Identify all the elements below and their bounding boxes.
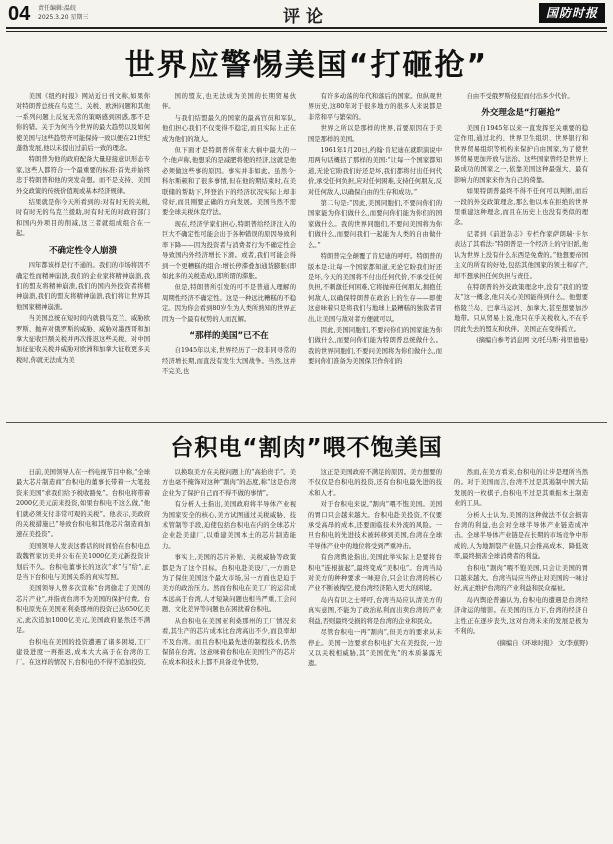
paragraph: 有许多动荡的年代和落后的国家。但纵观世界历史,这80年对于很多地方的很多人来说都是非常和平与繁荣的。 xyxy=(308,93,442,121)
byline: (摘编自《环球时报》 文/李蕉野) xyxy=(497,639,588,647)
paragraph: 岛内舆论普遍认为,台积电的遭遇是台湾经济命运的缩影。在美国的压力下,台湾的经济自主性正在逐步丧失,这对台湾未来的发展是极为不利的。 xyxy=(454,596,588,636)
paragraph: 美国领导人曾多次宣称“台湾偷走了美国的芯片产业”,并指责台湾不为美国的保护付费。台积电原先在美国亚利桑那州的投资已达650亿美元,此次追加1000亿美元,美国政府显然还不满足。 xyxy=(16,585,150,635)
paragraph: 事实上,美国的芯片补贴、关税威胁等政策都是为了这个目标。台积电赴美设厂,一方面是为了保住美国这个最大市场,另一方面也是迫于美方的政治压力。然而台积电在美工厂的运营成本远高于台湾,人才短缺问题也相当严重,工会问题、文化差异等问题也在困扰着台积电。 xyxy=(162,554,296,614)
paragraph: 在特朗普的外交政策理念中,没有“我们的盟友”这一概念,他只关心美国能得到什么。他想要格陵兰岛、巴拿马运河、加拿大,甚至想要加沙地带。只从贸易上说,他只在乎关税收入,不在乎因此失去的盟友和伙伴。美国正在变得孤立。 xyxy=(454,283,588,333)
paragraph: 自1945年以来,世界经历了一段非同寻常的经济增长期,而直没有发生大国战争。当然,这并不完美,也 xyxy=(162,347,296,376)
article2-body xyxy=(16,468,596,840)
paragraph: 记者到《前进杂志》专栏作家萨朗瑞·卡尔表达了其看法:“特朗普是一个经济上的守旧派,他认为世界上没有什么东西是免费的。”他想要帝国主义的所有的好处,包括其他国家的领土和矿产,却不想承担任何负担与责任。 xyxy=(454,230,588,280)
editor-line: 责任编辑:温皖 xyxy=(38,5,77,12)
paragraph: 岛内有识之士呼吁,台湾当局应认清美方的真实意图,不能为了政治私利而出卖台湾的产业利益,否则最终受损的将是台湾的企业和民众。 xyxy=(308,596,442,625)
paragraph: 但下面才是特朗普所带来大祸中最大的一个:他声称,他想采的是减肥将使的经济,这就是他必须做这些事的原因。事实并非如此。虽然今·科尔斯顿和了很多事情,但在他的期结束时,在美联储的帮助下,拜登治下的经济状况实际上却非常好,而且刚要正确的方向发展。美国当然不需要全球关税休克疗法。 xyxy=(162,147,296,217)
paragraph: 国的盟友,也无法成为美国的长期贸易伙伴。 xyxy=(162,93,296,111)
page-header xyxy=(0,0,613,30)
paragraph: 美国领导人发表这番话的时间恰在台积电总裁魏哲家访美并公布在美1000亿美元新投资计划后不久。台积电董事长的这次“求”与“给”,正是当下台积电与美国关系的真实写照。 xyxy=(16,542,150,582)
paragraph: 第二句是:“因此,美国同胞们,不要问你们的国家能为你们做什么,而要问你们能为你们的国家做什么。我的世界同胞们,不要问美国将为你们做什么,而要问我们一起能为人类的自由做什么。” xyxy=(308,200,442,249)
date-line: 2025.3.20 星期三 xyxy=(38,14,89,21)
paragraph: 以换取美方在关税问题上的“高抬贵手”。美方也毫不掩饰对这种“割肉”的态度,称“这是台湾企业为了保护自己而不得不做的事情”。 xyxy=(162,469,296,497)
article1-headline: 世界应警惕美国“打砸抢” xyxy=(124,48,489,83)
paragraph: 有台湾舆论指出,美国此举实际上是要将台积电“连根拔起”,最终变成“美积电”。台湾当局对美方的种种要求一味迎合,只会让台湾的核心产业不断被掏空,使台湾经济陷入更大的困境。 xyxy=(308,554,442,593)
text-column xyxy=(308,92,442,420)
newspaper-logo: 国防时报 xyxy=(539,3,605,23)
header-rule-thin xyxy=(6,31,607,32)
paragraph: 这正是美国政府不满足的原因。美方想要的不仅仅是台积电的投资,还有台积电最先进的技术和人才。 xyxy=(308,469,442,497)
article2-headline: 台积电“割肉”喂不饱美国 xyxy=(170,435,443,461)
paragraph: 现在,经济学家们担心,特朗普给经济注入的巨大不确定性可能会出于各种错误的原因导致利率下降——因为投资者与消费者行为不确定性会导致国内外经济增长下滑。或者,我们可能会得到一个更糟糕的组合:增长停滞叠加通货膨胀(即如此多的关税造成),即所谓的滞胀。 xyxy=(162,220,296,280)
subheading: 外交理念是“打砸抢” xyxy=(481,108,561,119)
text-column xyxy=(16,468,150,840)
paragraph: 1961年1月20日,约翰·肯尼迪在就职演说中用两句话概括了那样的美国:“让每一个国家都知道,无论它盼我们好还是坏,我们都将付出任何代价,承受任何负担,应对任何困难,支持任何朋友,反对任何敌人,以确保自由的生存和成功。” xyxy=(308,147,442,196)
section-title: 评论 xyxy=(283,7,329,27)
page-meta xyxy=(38,4,88,22)
header-rule xyxy=(6,27,607,29)
paragraph: 从台积电在美国亚利桑那州的工厂情况来看,其生产的芯片成本比台湾高出不少,而良率却不及台湾。而且台积电最先进的制程技术,仍然保留在台湾。这意味着台积电在美国生产的芯片在成本和技术上都不具备竞争优势, xyxy=(162,617,296,667)
paragraph: 特朗普完全颠覆了肯尼迪的呼吁。特朗普的版本是:让每一个国家都知道,无论它盼我们好还是坏,今天的美国将不付出任何代价,不承受任何负担,不刺激任何困难,它将抛弃任何朋友,拥抱任何敌人,以确保特朗普在政治上的生存——即使这意味着只是将我们与地球上最糟糕的独裁者冒出,让美国与敌对者方便就可以。 xyxy=(308,253,442,323)
text-column xyxy=(308,468,442,840)
paragraph: 尽管台积电一再“割肉”,但美方的要求从未停止。美国一边要求台积电扩大在美投资,一边又以关税相威胁,其“美国优先”的本质暴露无遗。 xyxy=(308,629,442,668)
text-column xyxy=(454,92,588,420)
byline: (摘编自参考消息网 文/托马斯·弗里德曼) xyxy=(476,336,588,344)
paragraph: 有分析人士指出,美国政府将半导体产业视为国家安全的核心,美方试图通过关税威胁、技术管制等手段,迫使包括台积电在内的全球芯片企业赴美建厂,以重建美国本土的芯片制造能力。 xyxy=(162,501,296,550)
text-column xyxy=(454,468,588,840)
paragraph: 然而,在美方看来,台积电的让步是理所当然的。对于美国而言,台湾不过是其遏制中国大陆发展的一枚棋子,台积电不过是其重振本土制造业的工具。 xyxy=(454,469,588,508)
paragraph: 结果就是你今天所看到的:对有时无的关税,时有时无的鸟克兰援助,时有时无的对政府部门和国内外项目的削减,这三者就组成组合在一起。 xyxy=(16,199,150,238)
paragraph: 特朗普为他的政府配备大量迎接意识形态专家,这些人都符合一个最重要的标准:首先并始终忠于特朗普和他的突发奇想。而不是支持、美国外交政策的传统价值观或基本经济规律。 xyxy=(16,156,150,195)
paragraph: 美国《纽约时报》网站近日刊文称,如果你对特朗普总统在鸟克兰、关税、欧洲问题和其他一系列问题上反复无常的策略感到困惑,那不是你的错。关于为何当今世界的最大趋势以及如何使美国与这些趋势齐可能保持一致以便在21世纪蓬勃发展,他以未提出过前后一致的理念。 xyxy=(16,93,150,153)
paragraph: 美国自1945年以来一直发挥至关重要的稳定作用,通过北约、世界卫生组织、世界银行和世界贸易组织等机构来保护自由国家,为了使世界贸易更加开放与法治。这些国家曾经是世界上最成功的国家之一,依靠美国这种最强大、最有影响力的国家来作为自己的倚靠。 xyxy=(454,124,588,184)
paragraph: 自由不受俄罗斯侵犯而付出多少代价。 xyxy=(466,93,574,100)
text-column xyxy=(16,92,150,420)
paragraph: 世界之所以是那样的世界,首要原因在于美国是那样的美国。 xyxy=(308,125,442,143)
subheading: “那样的美国”已不在 xyxy=(189,330,269,341)
page-number: 04 xyxy=(8,3,31,25)
paragraph: 因此,美国同胞们,不要问你们的国家能为你们做什么,而要问你们能为特朗普总统做什么。我的世界同胞们,不要问美国将为你们做什么,而要问你们准备为美国保卫作你们的 xyxy=(308,326,442,366)
article1-body xyxy=(16,92,596,420)
subheading: 不确定性令人崩溃 xyxy=(48,245,117,256)
paragraph: 对于台积电来说,“割肉”喂不饱美国。美国的胃口只会越来越大。台积电赴美投资,不仅要承受高昂的成本,还要面临技术外流的风险。一旦台积电的先进技术被转移到美国,台湾在全球半导体产业中的地位将受到严重冲击。 xyxy=(308,501,442,550)
text-column xyxy=(162,468,296,840)
paragraph: 日前,美国领导人在一档电视节目中称,“全球最大芯片制造商”台积电的董事长带着一大笔投资来美国“求我们给予税收豁免”。台积电将带着2000亿美元前来投资,如果台积电不这么做,“他们就必须支付非常可观的关税”。他表示,美政府的关税措施已“导致台积电和其他芯片制造商加速在美投资”。 xyxy=(16,469,150,539)
paragraph: 当美国总统在短时间内就俄鸟克兰、威胁欧罗斯、抛弃对俄罗斯的威胁、威胁对墨西哥和加拿大征收巨额关税并再次推迟这些关税、对中国加征征收关税并威胁对欧洲和加拿大征收更多关税时,你就无法成为美 xyxy=(16,315,150,364)
paragraph: 台积电“割肉”喂不饱美国,只会让美国的胃口越来越大。台湾当局应当停止对美国的一味讨好,真正维护台湾的产业利益和民众福祉。 xyxy=(454,564,588,593)
text-column xyxy=(162,92,296,420)
paragraph: 四年都该样是行不通的。我们的市场将因不确定性而精神崩溃,我们的企业家将精神崩溃,我们的盟友将精神崩溃,我们的国内外投资者将精神崩溃,我们的盟友将精神崩溃,我们将让世界其他国家精神崩溃。 xyxy=(16,262,150,311)
paragraph: 台积电在美国的投资遭遇了诸多困境,工厂建设进度一再推迟,成本大大高于在台湾的工厂。在这样的情况下,台积电仍不得不追加投资, xyxy=(16,638,150,667)
paragraph: 如果特朗普最终不得不任何可以判断,而后一段的外交政策理念,那么他以本在拒绝的世界里重建这种理念,而且在历史上也没有类似的理念。 xyxy=(454,188,588,227)
paragraph: 但是,特朗普所引发的可不是普通人理解的周期性经济不确定性。这是一种远比糟糕的不稳定。因为你会看到80岁生为人类所熟知的世界正因为一个最有权势的人而瓦解。 xyxy=(162,284,296,323)
paragraph: 分析人士认为,美国的这种做法不仅会损害台湾的利益,也会对全球半导体产业链造成冲击。全球半导体产业链是在长期的市场竞争中形成的,人为地割裂产业链,只会推高成本、降低效率,最终损害全球消费者的利益。 xyxy=(454,511,588,561)
article-divider xyxy=(6,422,607,423)
paragraph: 与我们结盟最久的国家的最高官员和军队,他们担心我们不仅变得不稳定,而且实际上正在成为他们的敌人。 xyxy=(162,114,296,143)
